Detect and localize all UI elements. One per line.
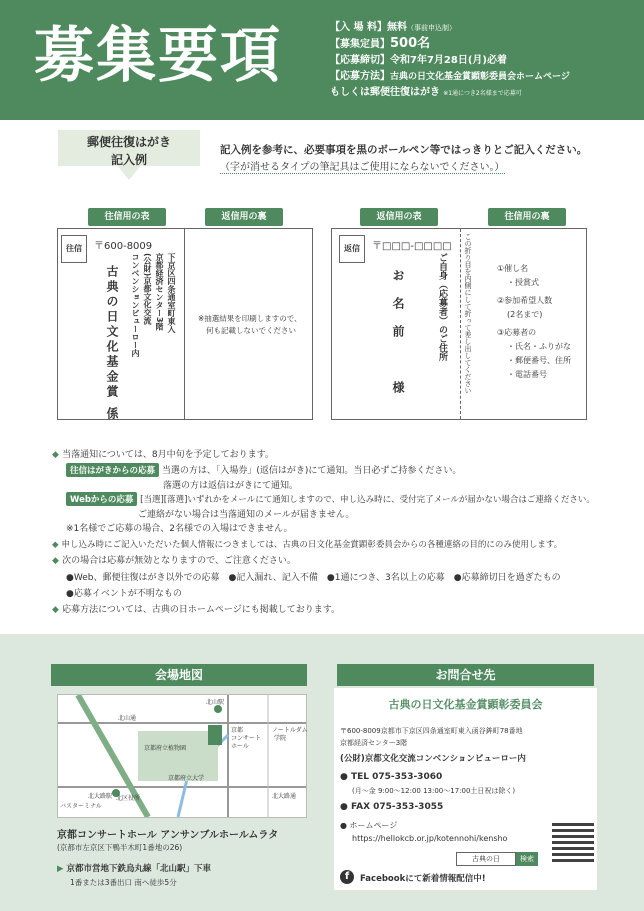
postcard-outgoing <box>57 228 313 423</box>
contact-address-3: (公財)京都文化交流コンベンションビューロー内 <box>340 754 526 764</box>
note-4: ◆ 応募方法については、古典の日ホームページにも掲載しております。 <box>52 605 340 615</box>
map-hall-3: ホール <box>231 743 249 750</box>
contact-tel-hours: (月～金 9:00～12:00 13:00～17:00土日祝は除く) <box>352 787 516 795</box>
contact-org: 古典の日文化基金賞顕彰委員会 <box>388 698 543 711</box>
venue-head: 会場地図 <box>51 664 307 686</box>
card1-addr3: (公財)京都文化交流 <box>143 253 152 325</box>
contact-tel: ● TEL 075-353-3060 <box>340 772 443 782</box>
card2-line2: 何も記載しないでください <box>206 326 296 335</box>
info-row-method: 【応募方法】古典の日文化基金賞顕彰委員会ホームページ <box>330 71 570 82</box>
card4-line8: ・電話番号 <box>507 370 547 379</box>
venue-address: (京都市左京区下鴨半木町1番地の26) <box>57 843 183 852</box>
card3-name: お名前 <box>391 269 405 353</box>
card3-sama: 様 <box>391 381 405 393</box>
info-list <box>330 20 640 102</box>
search-box: 古典の日 <box>456 852 516 866</box>
map-botanical-garden: 京都府立植物園 <box>144 745 187 752</box>
card4-line5: ③応募者の <box>497 328 537 337</box>
contact-hp-label: ● ホームページ <box>340 821 398 830</box>
intro-line1: 記入例を参考に、必要事項を黒のボールペン等ではっきりとご記入ください。 <box>220 144 588 156</box>
venue-map <box>57 694 307 818</box>
contact-head: お問合せ先 <box>337 664 594 686</box>
search-button[interactable]: 検索 <box>516 852 538 866</box>
map-notre-dame-1: ノートルダム <box>272 727 308 734</box>
venue-name: 京都コンサートホール アンサンブルホールムラタ <box>57 830 279 841</box>
card4-line3: ②参加希望人数 <box>497 296 553 305</box>
note-postcard-2: 落選の方は返信はがきにて通知。 <box>163 481 299 491</box>
contact-address-2: 京都経済センター3階 <box>340 739 408 747</box>
map-ward-office: 北区役所 <box>116 795 141 802</box>
map-kitaoji-street: 北大路通 <box>272 793 297 800</box>
map-university: 京都府立大学 <box>168 775 205 782</box>
contact-url-link[interactable]: https://hellokcb.or.jp/kotennohi/kensho <box>352 834 508 843</box>
card-head-3: 返信用の表 <box>360 208 438 226</box>
venue-access-2: 1番または3番出口 南へ徒歩5分 <box>70 878 177 887</box>
note-3: ◆ 次の場合は応募が無効となりますので、ご注意ください。 <box>52 556 296 566</box>
map-kitayama-street: 北山通 <box>118 715 137 722</box>
card-head-1: 往信用の表 <box>88 208 166 226</box>
venue-access: ▶ 京都市営地下鉄烏丸線「北山駅」下車 <box>57 864 212 874</box>
note-web-2: ご連絡がない場合は当落通知のメールが届きません。 <box>138 510 355 520</box>
stamp-reply: 返信 <box>339 235 365 263</box>
card1-addr1: 下京区四条通室町東入 <box>167 253 176 333</box>
card1-zip: 〒600-8009 <box>94 241 153 252</box>
card3-address: ご自身（応募者）のご住所 <box>437 253 447 361</box>
intro-line2: （字が消せるタイプの筆記具はご使用にならないでください。） <box>220 158 505 174</box>
facebook-note[interactable]: Facebookにて新着情報配信中! <box>360 874 486 884</box>
map-hall-2: コンサート <box>231 735 262 742</box>
invalid-list: ●Web、郵便往復はがき以外での応募 ●記入漏れ、記入不備 ●1通につき、3名以上の応募 ●応募締切日を過ぎたもの <box>66 573 561 583</box>
card2-line1: ※抽選結果を印刷しますので、 <box>198 314 302 323</box>
card-head-4: 往信用の裏 <box>488 208 566 226</box>
note-caution: ※1名様でご応募の場合、2名様での入場はできません。 <box>66 524 293 534</box>
card-head-2: 返信用の裏 <box>205 208 283 226</box>
stamp-outgoing: 往信 <box>61 235 87 263</box>
contact-address-1: 〒600-8009京都市下京区四条通室町東入函谷鉾町78番地 <box>340 727 523 735</box>
contact-fax: ● FAX 075-353-3055 <box>340 802 444 812</box>
info-row-capacity: 【募集定員】500名 <box>330 36 431 51</box>
map-notre-dame-2: 学院 <box>274 735 287 742</box>
card4-line4: (2名まで) <box>507 310 543 319</box>
card4-line7: ・郵便番号、住所 <box>507 356 571 365</box>
map-kitaoji-station: 北大路駅 <box>88 793 113 800</box>
card4-line1: ①催し名 <box>497 264 529 273</box>
info-row-fee: 【入 場 料】無料（事前申込制） <box>330 22 456 33</box>
map-bus-terminal: バスターミナル <box>60 803 102 810</box>
qr-code-icon <box>552 820 594 862</box>
fold-line <box>460 229 461 419</box>
card3-zip: 〒□□□-□□□□ <box>372 241 452 252</box>
info-row-deadline: 【応募締切】令和7年7月28日(月)必着 <box>330 55 507 66</box>
info-row-method2: もしくは郵便往復はがき ※1通につき2名様まで応募可 <box>330 87 522 98</box>
card4-line2: ・授賞式 <box>507 278 539 287</box>
card1-addr4: コンベンションビューロー内 <box>131 253 140 357</box>
postcard-reply <box>331 228 587 420</box>
note-web: Webからの応募 [当選][落選]いずれかをメールにて通知しますので、申し込み時に、受付完了メールが届かない場合はご連絡ください。 <box>66 492 595 506</box>
card4-line6: ・氏名・ふりがな <box>507 342 571 351</box>
invalid-item-5: ●応募イベントが不明なもの <box>66 589 182 599</box>
card-divider <box>184 229 185 419</box>
page-title: 募集要項 <box>34 21 282 91</box>
example-tag-line2: 記入例 <box>110 153 147 167</box>
note-2: ◆ 申し込み時にご記入いただいた個人情報につきましては、古典の日文化基金賞顕彰委員会からの各種連絡の目的にのみ使用します。 <box>52 540 563 550</box>
card1-addr2: 京都経済センター3階 <box>155 253 164 331</box>
map-hall-1: 京都 <box>231 727 244 734</box>
note-postcard: 往信はがきからの応募 当選の方は、「入場券」(返信はがき)にて通知。当日必ずご持参ください。 <box>66 463 461 477</box>
note-1: ◆ 当落通知については、8月中旬を予定しております。 <box>52 450 274 460</box>
card1-recipient: 古典の日文化基金賞 係 <box>105 265 119 423</box>
example-tag-line1: 郵便往復はがき <box>86 135 171 149</box>
fold-instruction: この折り目を内側にして折って差し出してください <box>464 233 472 394</box>
map-kitayama-station: 北山駅 <box>206 699 225 706</box>
facebook-icon: f <box>340 870 354 884</box>
